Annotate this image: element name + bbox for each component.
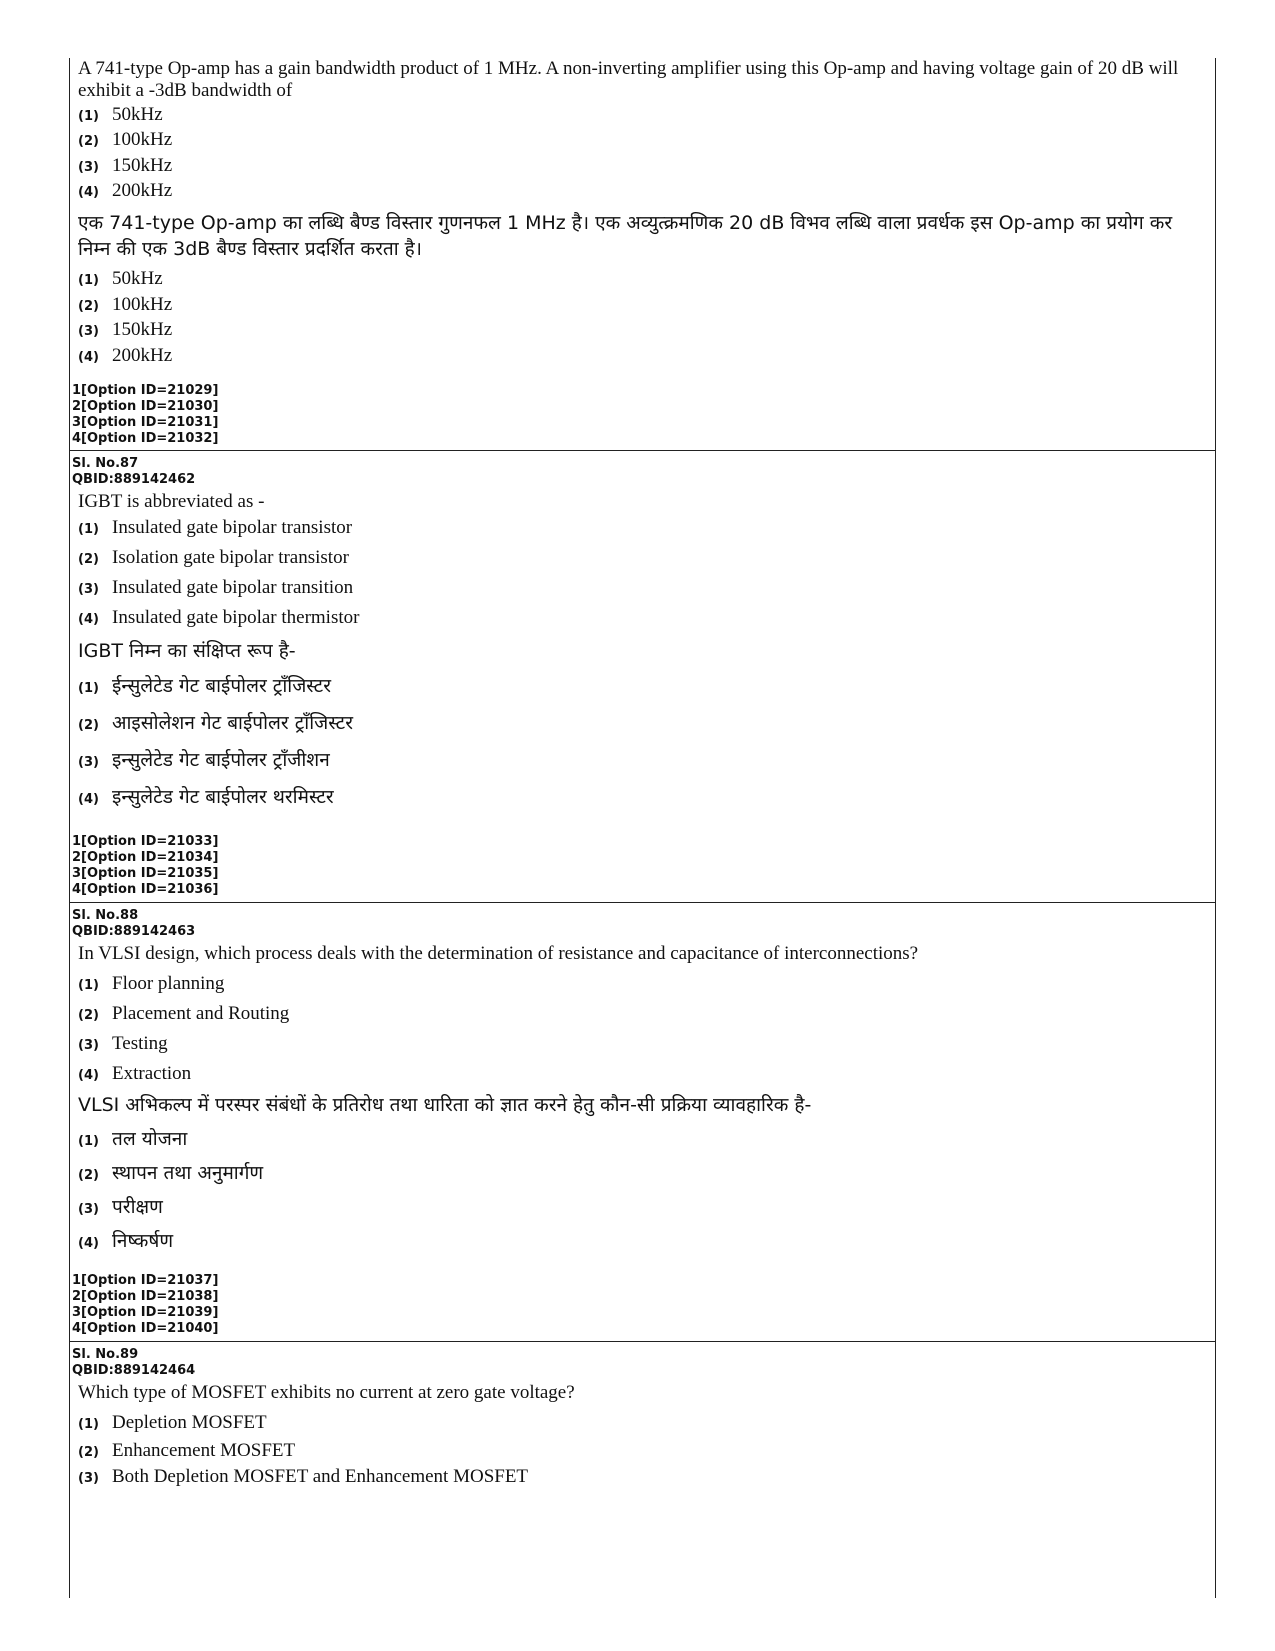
serial-number: Sl. No.87 <box>72 456 139 471</box>
option-id: 4[Option ID=21032] <box>72 431 219 446</box>
option-3: (3) Testing <box>78 1033 168 1054</box>
question-87-english-text: IGBT is abbreviated as - <box>78 491 265 512</box>
option-4-hindi: (4) 200kHz <box>78 345 173 366</box>
serial-number: Sl. No.89 <box>72 1347 139 1362</box>
option-1-hindi: (1) 50kHz <box>78 268 163 289</box>
option-3-hindi: (3) इन्सुलेटेड गेट बाईपोलर ट्राँजीशन <box>78 749 330 771</box>
option-2: (2) 100kHz <box>78 129 173 150</box>
option-id: 1[Option ID=21033] <box>72 834 219 849</box>
option-2-hindi: (2) 100kHz <box>78 294 173 315</box>
option-id: 1[Option ID=21037] <box>72 1273 219 1288</box>
option-3: (3) 150kHz <box>78 155 173 176</box>
option-3-hindi: (3) परीक्षण <box>78 1196 163 1218</box>
option-id: 2[Option ID=21034] <box>72 850 219 865</box>
option-3: (3) Both Depletion MOSFET and Enhancement MOSFET <box>78 1466 529 1487</box>
qbid: QBID:889142464 <box>72 1363 196 1378</box>
option-2-hindi: (2) स्थापन तथा अनुमार्गण <box>78 1162 264 1184</box>
question-divider <box>70 450 1215 451</box>
option-2: (2) Isolation gate bipolar transistor <box>78 547 349 568</box>
question-86-english-text: A 741-type Op-amp has a gain bandwidth product of 1 MHz. A non-inverting amplifier using this Op-amp and having voltage gain of 20 dB will exhibit a -3dB bandwidth of <box>78 58 1179 101</box>
option-4: (4) 200kHz <box>78 180 173 201</box>
option-id: 2[Option ID=21030] <box>72 399 219 414</box>
option-3: (3) Insulated gate bipolar transition <box>78 577 354 598</box>
qbid: QBID:889142463 <box>72 924 196 939</box>
qbid: QBID:889142462 <box>72 472 196 487</box>
option-id: 3[Option ID=21039] <box>72 1305 219 1320</box>
question-88-hindi-text: VLSI अभिकल्प में परस्पर संबंधों के प्रतिरोध तथा धारिता को ज्ञात करने हेतु कौन-सी प्रक्रिया व्यावहारिक है- <box>78 1094 812 1116</box>
option-2: (2) Placement and Routing <box>78 1003 290 1024</box>
option-1: (1) Floor planning <box>78 973 225 994</box>
option-4: (4) Extraction <box>78 1063 192 1084</box>
question-divider <box>70 1341 1215 1342</box>
option-1-hindi: (1) तल योजना <box>78 1128 188 1150</box>
option-2-hindi: (2) आइसोलेशन गेट बाईपोलर ट्राँजिस्टर <box>78 712 353 734</box>
option-id: 1[Option ID=21029] <box>72 383 219 398</box>
question-87-hindi-text: IGBT निम्न का संक्षिप्त रूप है- <box>78 640 296 662</box>
option-id: 3[Option ID=21035] <box>72 866 219 881</box>
option-id: 3[Option ID=21031] <box>72 415 219 430</box>
option-3-hindi: (3) 150kHz <box>78 319 173 340</box>
option-id: 4[Option ID=21040] <box>72 1321 219 1336</box>
option-id: 4[Option ID=21036] <box>72 882 219 897</box>
option-4-hindi: (4) इन्सुलेटेड गेट बाईपोलर थरमिस्टर <box>78 786 334 808</box>
option-4-hindi: (4) निष्कर्षण <box>78 1230 174 1252</box>
serial-number: Sl. No.88 <box>72 908 139 923</box>
option-id: 2[Option ID=21038] <box>72 1289 219 1304</box>
question-86-hindi-text: एक 741-type Op-amp का लब्धि बैण्ड विस्तार गुणनफल 1 MHz है। एक अव्युत्क्रमणिक 20 dB विभव लब्धि वाला प्रवर्धक इस Op-amp का प्रयोग कर निम्न की एक 3dB बैण्ड विस्तार प्रदर्शित करता है। <box>78 212 1173 260</box>
option-1: (1) 50kHz <box>78 104 163 125</box>
option-1: (1) Depletion MOSFET <box>78 1412 267 1433</box>
question-paper-page <box>69 58 1216 1598</box>
option-1-hindi: (1) ईन्सुलेटेड गेट बाईपोलर ट्राँजिस्टर <box>78 675 332 697</box>
option-1: (1) Insulated gate bipolar transistor <box>78 517 353 538</box>
question-88-english-text: In VLSI design, which process deals with the determination of resistance and capacitance of interconnections? <box>78 943 919 964</box>
question-divider <box>70 902 1215 903</box>
option-4: (4) Insulated gate bipolar thermistor <box>78 607 360 628</box>
option-2: (2) Enhancement MOSFET <box>78 1440 296 1461</box>
question-89-english-text: Which type of MOSFET exhibits no current at zero gate voltage? <box>78 1382 575 1403</box>
